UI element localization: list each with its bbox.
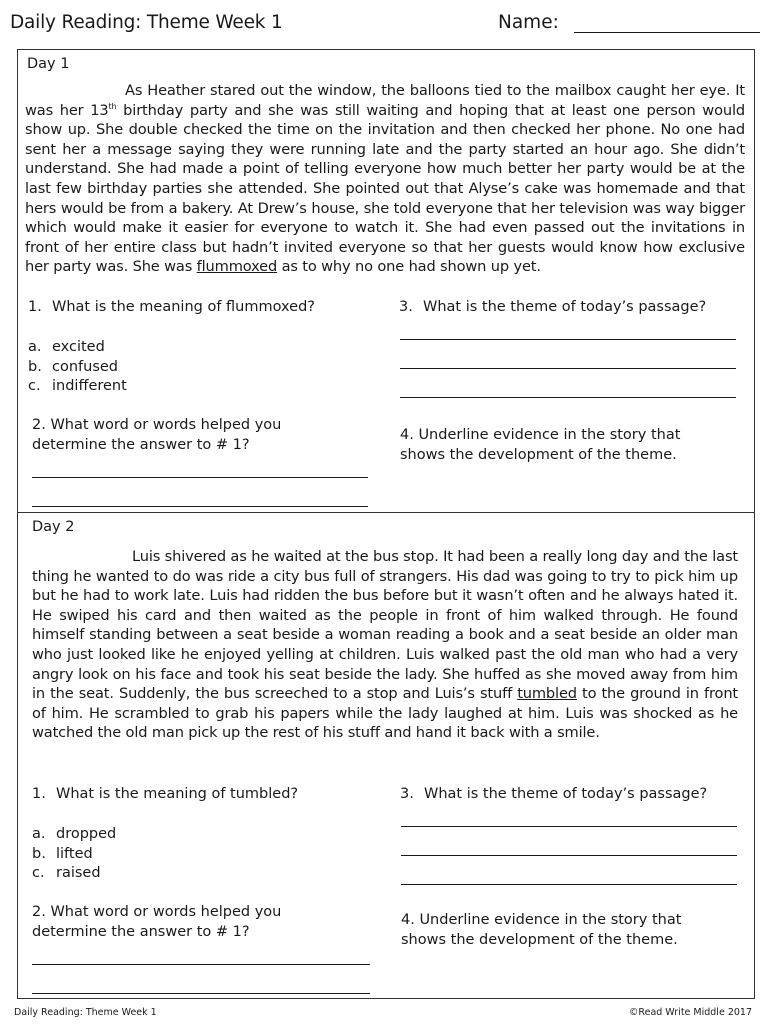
option-b[interactable]: b. lifted [32,845,93,862]
day-2-question-2: 2. What word or words helped you determine the answer to # 1? [32,904,282,940]
day-2-q2-answer-line-2[interactable] [32,993,370,994]
day-2-q3-answer-line-1[interactable] [401,826,737,827]
day-1-q3-answer-line-1[interactable] [400,339,736,340]
day-2-question-1: 1. What is the meaning of tumbled? [32,786,299,802]
day-1-q2-answer-line-2[interactable] [32,506,368,507]
day-2-passage-text-2: to the ground in front of him. He scrambled to grab his papers while the lady laughed at him. Luis was shocked as he watched the old man pick up the rest of his stuff and hand it back with a smile. [32,685,738,742]
day-2-label: Day 2 [32,519,75,535]
day-1-passage-text-3: as to why no one had shown up yet. [277,258,541,276]
day-2-passage [32,547,738,743]
day-2-question-3: 3. What is the theme of today’s passage? [400,786,708,802]
day-1-label: Day 1 [27,56,70,72]
worksheet-body [17,49,755,999]
worksheet-title: Daily Reading: Theme Week 1 [10,12,283,33]
day-2-passage-text-1: Luis shivered as he waited at the bus stop. It had been a really long day and the last thing he wanted to do was ride a city bus full of strangers. His dad was going to try to pick him up but he had to work late. Luis had ridden the bus before but it wasn’t often and he always hated it. He swiped his card and then waited as the people in front of him walked through. He found himself standing between a seat beside a woman reading a book and a seat beside an older man who just looked like he enjoyed yelling at children. Luis walked past the old man who had a very angry look on his face and took his seat beside the lady. She huffed as she moved away from him in the seat. Suddenly, the bus screeched to a stop and Luis’s stuff [32,548,738,703]
option-b[interactable]: b. confused [28,358,119,375]
option-c[interactable]: c. indifferent [28,378,127,394]
option-a[interactable]: a. dropped [32,826,117,842]
day-1-question-3: 3. What is the theme of today’s passage? [399,299,707,315]
day-2-question-4: 4. Underline evidence in the story that shows the development of the theme. [401,912,682,948]
day-1-passage-text-1: As Heather stared out the window, the balloons tied to the mailbox caught her eye. It was her 13 [25,82,745,119]
day-1-q3-answer-line-3[interactable] [400,397,736,398]
day-2-q2-answer-line-1[interactable] [32,964,370,965]
day-1-question-2: 2. What word or words helped you determine the answer to # 1? [32,417,282,453]
name-blank-line[interactable] [574,32,760,33]
name-label: Name: [498,12,559,33]
footer-title: Daily Reading: Theme Week 1 [14,1007,157,1018]
day-1-question-4: 4. Underline evidence in the story that shows the development of the theme. [400,427,681,463]
worksheet-header [10,12,752,40]
day-1-answer-options [28,338,127,397]
day-2-answer-options [32,825,116,884]
day-1-question-1: 1. What is the meaning of flummoxed? [28,299,315,315]
day-1-passage [25,81,745,277]
day-2-q3-answer-line-2[interactable] [401,855,737,856]
option-a[interactable]: a. excited [28,339,105,355]
option-c[interactable]: c. raised [32,865,101,881]
day-1-q3-answer-line-2[interactable] [400,368,736,369]
vocab-word-tumbled: tumbled [517,685,577,703]
ordinal-suffix: th [108,101,117,111]
day-2-q3-answer-line-3[interactable] [401,884,737,885]
footer-copyright: ©Read Write Middle 2017 [628,1007,752,1018]
vocab-word-flummoxed: flummoxed [196,258,278,276]
day-1-q2-answer-line-1[interactable] [32,477,368,478]
day-1-passage-text-2: birthday party and she was still waiting and hoping that at least one person would show up. She double checked the time on the invitation and then checked her phone. No one had sent her a message saying they were running late and the party started an hour ago. She didn’t understand. She had made a point of telling everyone how much better her party would be at the last few birthday parties she attended. She pointed out that Alyse’s cake was homemade and that hers would be from a bakery. At Drew’s house, she told everyone that her television was way bigger which would make it easier for everyone to watch it. She had even passed out the invitations in front of her entire class but hadn’t invited everyone so that her guests would know how exclusive her party was. She was [25,101,745,276]
day-divider [18,512,754,513]
